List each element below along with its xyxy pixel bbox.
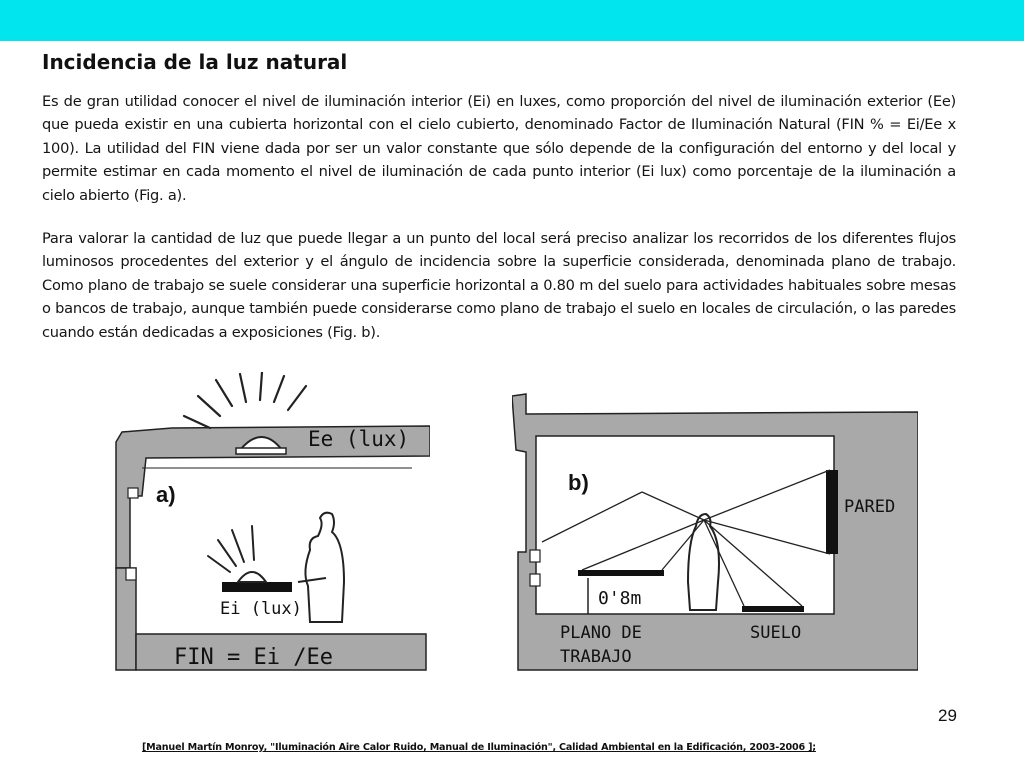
top-band <box>0 0 1024 41</box>
work-plane-label-line-1: PLANO DE <box>560 623 642 643</box>
paragraph-fin: Es de gran utilidad conocer el nivel de iluminación interior (Ei) en luxes, como proporción del nivel de iluminación exterior (Ee) que pueda existir en una cubierta horizontal con el cielo cubierto, denominado Factor de Iluminación Natural (FIN % = Ei/Ee x 100). La utilidad del FIN viene dada por ser un valor constante que sólo depende de la configuración del entorno y del local y permite estimar en cada momento el nivel de iluminación de cada punto interior (Ei lux) como porcentaje de la iluminación a cielo abierto (Fig. a). <box>42 93 956 204</box>
page-number: 29 <box>938 706 957 725</box>
wall-label: PARED <box>844 497 896 517</box>
height-label: 0'8m <box>598 588 642 609</box>
work-plane-label-line-2: TRABAJO <box>560 647 632 667</box>
exterior-illuminance-label: Ee (lux) <box>308 427 410 451</box>
figure-a-label: a) <box>156 482 176 507</box>
figure-b-label: b) <box>568 470 589 495</box>
source-citation: [Manuel Martín Monroy, "Iluminación Aire Calor Ruido, Manual de Iluminación", Calidad Ambiental en la Edificación, 2003-2006 ]; <box>142 742 816 753</box>
paragraph-work-plane: Para valorar la cantidad de luz que puede llegar a un punto del local será preciso analizar los recorridos de los diferentes flujos luminosos procedentes del exterior y el ángulo de incidencia sobre la superficie considerada, denominada plano de trabajo. Como plano de trabajo se suele considerar una superficie horizontal a 0.80 m del suelo para actividades habituales sobre mesas o bancos de trabajo, aunque también puede considerarse como plano de trabajo el suelo en locales de circulación, o las paredes cuando están dedicadas a exposiciones (Fig. b). <box>42 230 956 341</box>
interior-illuminance-label: Ei (lux) <box>220 599 302 619</box>
figure-b-sketch <box>512 392 918 672</box>
floor-label: SUELO <box>750 623 802 643</box>
fin-formula: FIN = Ei /Ee <box>174 645 333 670</box>
page-title: Incidencia de la luz natural <box>42 50 348 74</box>
figure-a-sketch <box>112 372 430 672</box>
